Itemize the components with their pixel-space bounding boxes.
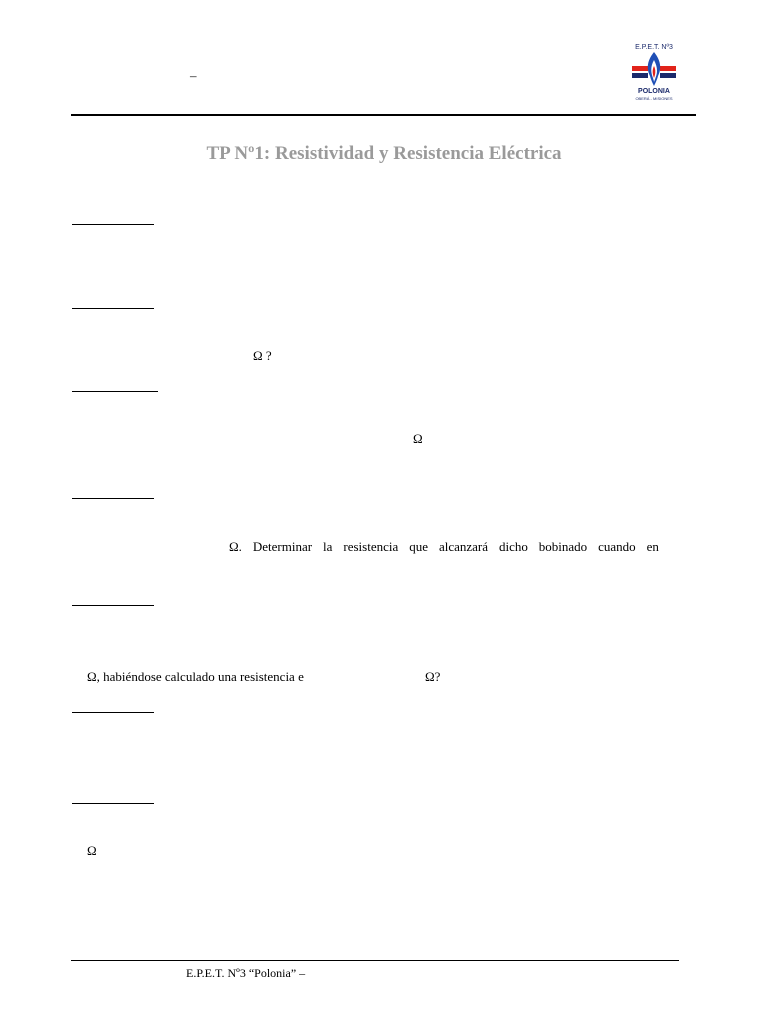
problem-4-word: que (409, 539, 428, 554)
logo-bottom-text: OBERÁ - MISIONES (635, 96, 673, 101)
school-logo (626, 40, 682, 102)
problem-1-heading-underline (72, 224, 154, 225)
problem-3-heading-underline (72, 391, 158, 392)
problem-5-heading-underline (72, 605, 154, 606)
footer-text: E.P.E.T. Nº3 “Polonia” – (186, 966, 306, 980)
problem-5-text-fragment: Ω, habiéndose calculado una resistencia e (87, 669, 304, 684)
problem-4-text-line (229, 539, 659, 554)
problem-4-word: bobinado (538, 539, 588, 554)
problem-6-heading-underline (72, 712, 154, 713)
header-dash: – (190, 68, 197, 83)
logo-top-text: E.P.E.T. Nº3 (635, 44, 673, 51)
problem-4-word: la (323, 539, 333, 554)
problem-4-heading-underline (72, 498, 154, 499)
problem-4-word: cuando (598, 539, 636, 554)
problem-2-heading-underline (72, 308, 154, 309)
problem-4-word: Ω. (229, 539, 242, 554)
problem-5-ohm-question: Ω? (425, 669, 441, 684)
problem-4-word: alcanzará (438, 539, 488, 554)
header-rule (71, 114, 696, 116)
page-title: TP Nº1: Resistividad y Resistencia Eléctrica (206, 143, 562, 164)
problem-4-word: dicho (498, 539, 528, 554)
problem-7-ohm-text: Ω (87, 843, 97, 858)
problem-4-word: en (646, 539, 659, 554)
logo-name: POLONIA (638, 88, 670, 95)
footer-rule (71, 960, 679, 961)
problem-2-ohm-text: Ω ? (253, 348, 272, 363)
problem-7-heading-underline (72, 803, 154, 804)
problem-4-word: resistencia (343, 539, 399, 554)
problem-4-word: Determinar (252, 539, 313, 554)
problem-3-ohm-text: Ω (413, 431, 423, 446)
